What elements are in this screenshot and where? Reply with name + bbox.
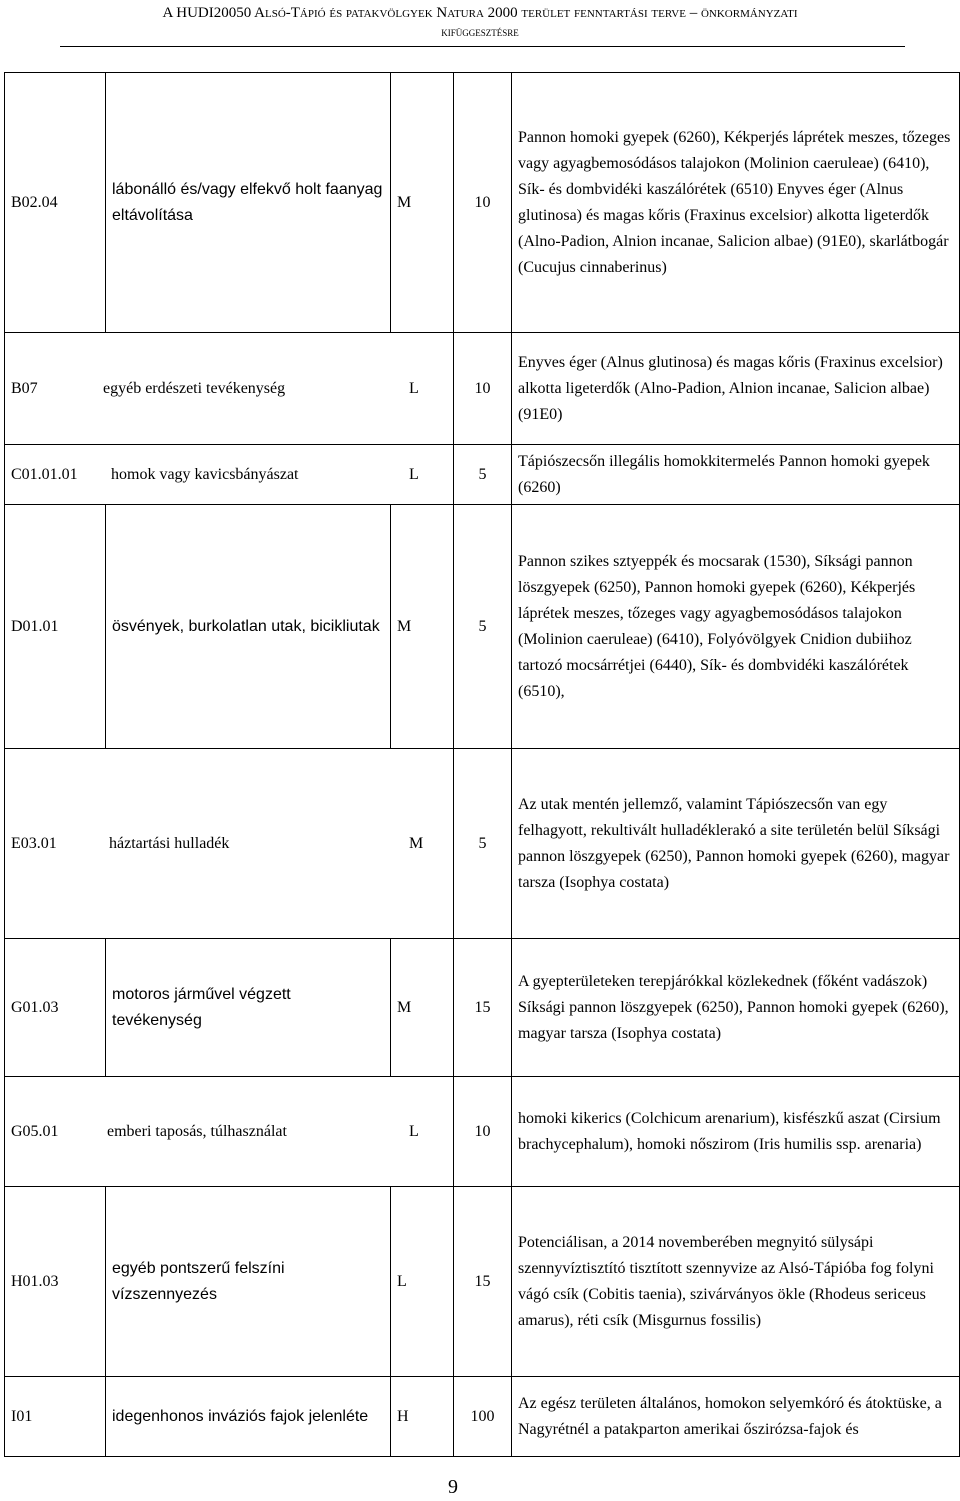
threat-rank: L <box>409 1122 419 1140</box>
threats-table <box>4 72 960 1457</box>
table-row <box>5 749 960 939</box>
threat-percent: 10 <box>454 1077 512 1187</box>
threat-rank: H <box>391 1377 454 1457</box>
threat-percent: 5 <box>454 749 512 939</box>
header-line-2: kifüggesztésre <box>441 24 519 39</box>
threat-description: háztartási hulladék <box>109 834 230 852</box>
table-row <box>5 505 960 749</box>
affected-features: Enyves éger (Alnus glutinosa) és magas kőris (Fraxinus excelsior) alkotta ligeterdők (Alno-Padion, Alnion incanae, Salicion albae) (91E0) <box>512 333 960 445</box>
affected-features: Az utak mentén jellemző, valamint Tápiószecsőn van egy felhagyott, rekultivált hulladéklerakó a site területén belül Síksági pannon löszgyepek (6250), Pannon homoki gyepek (6260), magyar tarsza (Isophya costata) <box>512 749 960 939</box>
threat-rank: M <box>391 939 454 1077</box>
table-row <box>5 445 960 505</box>
table-row <box>5 939 960 1077</box>
threat-percent: 10 <box>454 73 512 333</box>
aff-part-1: Pannon homoki gyepek (6260), Kékperjés láprétek meszes, tőzeges vagy agyagbemosódásos talajokon (Molinion caeruleae) (6410), Sík- és dombvidéki kaszálórétek (6510) Enyves éger (Alnus glutinosa) és magas kőris (Fraxinus excelsior) alkotta ligeterdők (Alno-Padion, Alnion incanae, Salicion albae) (91E0), skarlátbogár (Cucujus cinnaberinus) <box>518 128 951 276</box>
threat-percent: 10 <box>454 333 512 445</box>
threat-code: D01.01 <box>5 505 106 749</box>
threat-percent: 100 <box>454 1377 512 1457</box>
threat-code: I01 <box>5 1377 106 1457</box>
page-header <box>60 4 900 40</box>
threat-code: G05.01 <box>11 1122 59 1140</box>
threat-description: motoros járművel végzett tevékenység <box>106 939 391 1077</box>
threat-description: ösvények, burkolatlan utak, bicikliutak <box>106 505 391 749</box>
table-row <box>5 333 960 445</box>
threat-description: lábonálló és/vagy elfekvő holt faanyag eltávolítása <box>106 73 391 333</box>
threat-description: egyéb pontszerű felszíni vízszennyezés <box>106 1187 391 1377</box>
affected-features: Potenciálisan, a 2014 novemberében megnyitó sülysápi szennyvíztisztító tisztított szennyvize az Alsó-Tápióba fog folyni vágó csík (Cobitis taenia), szivárványos ökle (Rhodeus sericeus amarus), réti csík (Misgurnus fossilis) <box>512 1187 960 1377</box>
affected-features: homoki kikerics (Colchicum arenarium), kisfészkű aszat (Cirsium brachycephalum), homoki nőszirom (Iris humilis ssp. arenaria) <box>512 1077 960 1187</box>
table-row <box>5 73 960 333</box>
threat-percent: 5 <box>454 445 512 505</box>
threat-percent: 15 <box>454 939 512 1077</box>
threat-description: egyéb erdészeti tevékenység <box>103 379 286 397</box>
threat-code: B07 <box>11 379 38 397</box>
affected-features: Tápiószecsőn illegális homokkitermelés Pannon homoki gyepek (6260) <box>512 445 960 505</box>
threat-description: homok vagy kavicsbányászat <box>111 465 299 483</box>
threat-row-merged <box>5 749 454 939</box>
threat-rank: M <box>391 73 454 333</box>
threat-row-merged <box>5 333 454 445</box>
threat-rank: L <box>409 379 419 397</box>
threat-code: C01.01.01 <box>11 465 78 483</box>
threat-percent: 5 <box>454 505 512 749</box>
affected-features: Az egész területen általános, homokon selyemkóró és átoktüske, a Nagyrétnél a patakparton amerikai őszirózsa-fajok és <box>512 1377 960 1457</box>
threat-rank: L <box>409 465 419 483</box>
page-number: 9 <box>448 1476 458 1498</box>
threat-description: emberi taposás, túlhasználat <box>107 1122 287 1140</box>
affected-features <box>512 73 960 333</box>
affected-features: A gyepterületeken terepjárókkal közlekednek (főként vadászok) Síksági pannon löszgyepek (6250), Pannon homoki gyepek (6260), magyar tarsza (Isophya costata) <box>512 939 960 1077</box>
threat-rank: M <box>409 834 424 852</box>
threat-code: E03.01 <box>11 834 57 852</box>
header-line-1: A HUDI20050 Alsó-Tápió és patakvölgyek Natura 2000 terület fenntartási terve – önkormányzati <box>162 5 798 21</box>
threat-code: G01.03 <box>5 939 106 1077</box>
threat-percent: 15 <box>454 1187 512 1377</box>
table-row <box>5 1187 960 1377</box>
threat-code: B02.04 <box>5 73 106 333</box>
threat-rank: M <box>391 505 454 749</box>
threat-row-merged <box>5 445 454 505</box>
threat-code: H01.03 <box>5 1187 106 1377</box>
threat-rank: L <box>391 1187 454 1377</box>
table-row <box>5 1377 960 1457</box>
header-rule <box>60 46 905 47</box>
threat-row-merged <box>5 1077 454 1187</box>
threat-description: idegenhonos inváziós fajok jelenléte <box>106 1377 391 1457</box>
affected-features: Pannon szikes sztyeppék és mocsarak (1530), Síksági pannon löszgyepek (6250), Pannon homoki gyepek (6260), Kékperjés láprétek meszes, tőzeges vagy agyagbemosódásos talajokon (Molinion caeruleae) (6410), Folyóvölgyek Cnidion dubiihoz tartozó mocsárrétjei (6440), Sík- és dombvidéki kaszálórétek (6510), <box>512 505 960 749</box>
table-row <box>5 1077 960 1187</box>
